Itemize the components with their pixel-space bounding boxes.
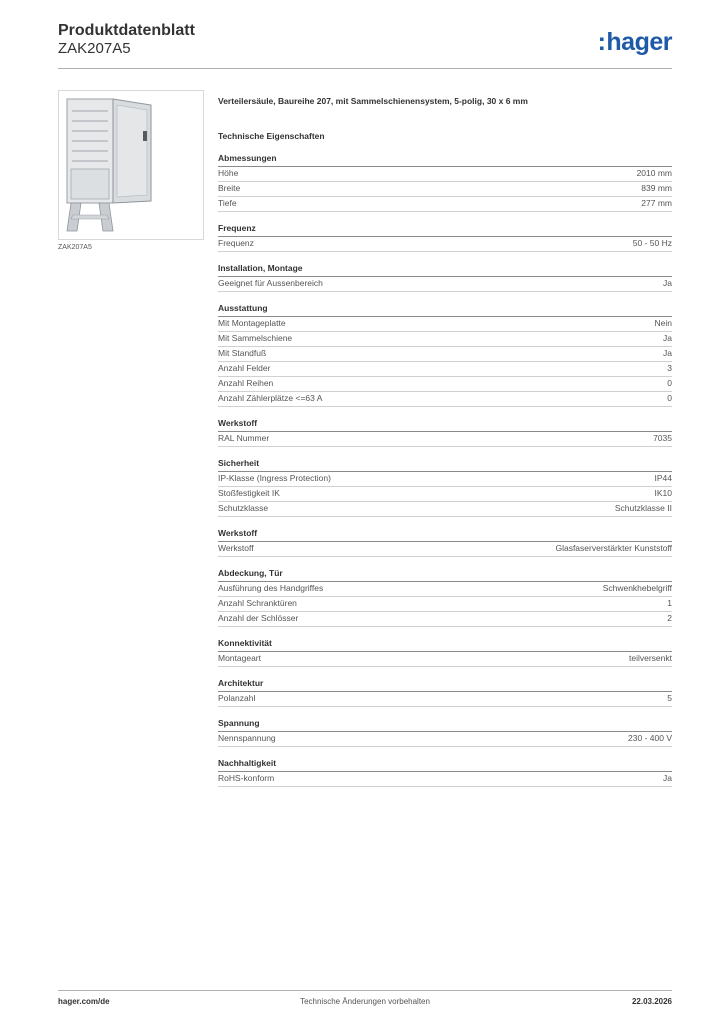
property-value: Ja [663, 333, 672, 343]
property-value: 1 [667, 598, 672, 608]
property-value: Schwenkhebelgriff [602, 583, 672, 593]
section-title: Werkstoff [218, 528, 672, 542]
property-value: 2 [667, 613, 672, 623]
section-title: Spannung [218, 718, 672, 732]
property-label: Geeignet für Aussenbereich [218, 278, 323, 288]
section-title: Installation, Montage [218, 263, 672, 277]
property-section [218, 153, 672, 212]
property-label: Frequenz [218, 238, 254, 248]
property-row [218, 347, 672, 362]
property-section [218, 418, 672, 447]
property-value: Schutzklasse II [614, 503, 672, 513]
property-label: Mit Montageplatte [218, 318, 286, 328]
property-section [218, 458, 672, 517]
property-row [218, 362, 672, 377]
section-title: Sicherheit [218, 458, 672, 472]
property-row [218, 197, 672, 212]
property-label: IP-Klasse (Ingress Protection) [218, 473, 331, 483]
property-label: Höhe [218, 168, 239, 178]
property-label: Ausführung des Handgriffes [218, 583, 324, 593]
property-label: Polanzahl [218, 693, 256, 703]
logo-mark-icon: : [597, 28, 606, 56]
section-title: Abdeckung, Tür [218, 568, 672, 582]
property-value: 0 [667, 393, 672, 403]
technical-properties-heading: Technische Eigenschaften [218, 131, 325, 141]
property-row [218, 277, 672, 292]
property-row [218, 542, 672, 557]
section-title: Ausstattung [218, 303, 672, 317]
distribution-cabinet-icon [59, 91, 203, 239]
section-title: Konnektivität [218, 638, 672, 652]
property-row [218, 597, 672, 612]
footer-date: 22.03.2026 [631, 997, 672, 1006]
document-title: Produktdatenblatt [58, 22, 195, 39]
product-description: Verteilersäule, Baureihe 207, mit Sammelschienensystem, 5-polig, 30 x 6 mm [218, 96, 528, 106]
property-value: Glasfaserverstärkter Kunststoff [555, 543, 672, 553]
section-title: Frequenz [218, 223, 672, 237]
property-label: RAL Nummer [218, 433, 270, 443]
section-title: Werkstoff [218, 418, 672, 432]
property-label: Anzahl der Schlösser [218, 613, 299, 623]
property-row [218, 472, 672, 487]
property-value: 7035 [653, 433, 672, 443]
property-value: 2010 mm [636, 168, 672, 178]
property-value: 839 mm [641, 183, 672, 193]
property-row [218, 432, 672, 447]
property-label: Anzahl Schranktüren [218, 598, 297, 608]
section-title: Abmessungen [218, 153, 672, 167]
property-value: IP44 [654, 473, 672, 483]
property-value: Ja [663, 773, 672, 783]
property-label: Anzahl Zählerplätze <=63 A [218, 393, 323, 403]
property-label: Stoßfestigkeit IK [218, 488, 280, 498]
property-row [218, 732, 672, 747]
property-row [218, 317, 672, 332]
property-row [218, 652, 672, 667]
product-image [58, 90, 204, 240]
section-title: Architektur [218, 678, 672, 692]
product-code: ZAK207A5 [58, 40, 131, 57]
property-section [218, 223, 672, 252]
datasheet-content [218, 96, 672, 798]
property-row [218, 332, 672, 347]
property-section [218, 678, 672, 707]
property-sections [218, 153, 672, 787]
property-label: Werkstoff [218, 543, 254, 553]
property-row [218, 612, 672, 627]
property-value: 230 - 400 V [628, 733, 672, 743]
property-label: Mit Sammelschiene [218, 333, 293, 343]
image-caption: ZAK207A5 [58, 244, 92, 251]
property-section [218, 568, 672, 627]
property-value: teilversenkt [629, 653, 672, 663]
property-value: Ja [663, 278, 672, 288]
property-section [218, 263, 672, 292]
property-label: Tiefe [218, 198, 237, 208]
property-value: 50 - 50 Hz [632, 238, 672, 248]
property-value: Ja [663, 348, 672, 358]
property-section [218, 718, 672, 747]
section-title: Nachhaltigkeit [218, 758, 672, 772]
property-label: Anzahl Felder [218, 363, 271, 373]
property-row [218, 502, 672, 517]
property-value: 0 [667, 378, 672, 388]
page-header [58, 20, 672, 68]
property-label: Anzahl Reihen [218, 378, 274, 388]
property-label: Nennspannung [218, 733, 276, 743]
property-section [218, 528, 672, 557]
property-label: RoHS-konform [218, 773, 275, 783]
property-section [218, 638, 672, 667]
property-row [218, 692, 672, 707]
property-row [218, 237, 672, 252]
property-row [218, 487, 672, 502]
property-value: 277 mm [641, 198, 672, 208]
footer-website: hager.com/de [58, 997, 110, 1006]
logo-text: hager [606, 28, 672, 56]
property-row [218, 167, 672, 182]
footer-divider [58, 990, 672, 991]
property-row [218, 182, 672, 197]
property-row [218, 392, 672, 407]
property-label: Mit Standfuß [218, 348, 267, 358]
property-label: Breite [218, 183, 241, 193]
property-value: Nein [654, 318, 672, 328]
property-label: Schutzklasse [218, 503, 269, 513]
property-value: 3 [667, 363, 672, 373]
property-section [218, 758, 672, 787]
property-row [218, 772, 672, 787]
property-section [218, 303, 672, 407]
footer-disclaimer: Technische Änderungen vorbehalten [300, 997, 430, 1006]
property-value: IK10 [654, 488, 672, 498]
hager-logo [598, 28, 672, 57]
header-divider [58, 68, 672, 69]
property-row [218, 377, 672, 392]
property-value: 5 [667, 693, 672, 703]
property-label: Montageart [218, 653, 261, 663]
property-row [218, 582, 672, 597]
